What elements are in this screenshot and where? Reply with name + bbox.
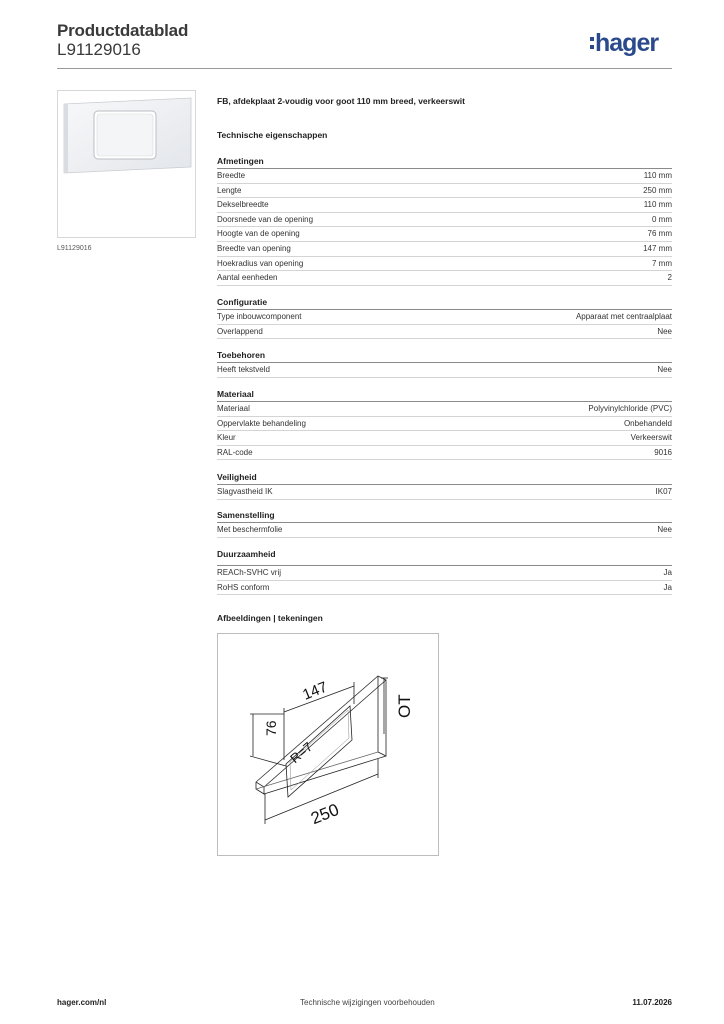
drawings-heading: Afbeeldingen | tekeningen (217, 613, 323, 623)
spec-row (217, 325, 672, 340)
spec-key: Lengte (217, 185, 242, 195)
section-afmetingen-title: Afmetingen (217, 156, 264, 166)
spec-value: Nee (657, 326, 672, 336)
spec-key: RAL-code (217, 447, 253, 457)
section-duurzaamheid-title: Duurzaamheid (217, 549, 276, 559)
spec-value: Ja (663, 582, 672, 592)
dim-ot-label: OT (395, 694, 414, 718)
dim-length-label: 250 (308, 799, 342, 829)
spec-value: Onbehandeld (623, 418, 672, 428)
spec-value: 9016 (654, 447, 672, 457)
section-samenstelling-title: Samenstelling (217, 510, 275, 520)
spec-key: RoHS conform (217, 582, 270, 592)
spec-value: 7 mm (652, 258, 672, 268)
section-materiaal-title: Materiaal (217, 389, 254, 399)
spec-key: Doorsnede van de opening (217, 214, 314, 224)
section-toebehoren-title: Toebehoren (217, 350, 266, 360)
spec-key: Hoekradius van opening (217, 258, 304, 268)
technical-properties-heading: Technische eigenschappen (217, 130, 328, 140)
spec-value: 147 mm (643, 244, 672, 253)
spec-row (217, 184, 672, 199)
header-divider (57, 68, 672, 69)
spec-key: Materiaal (217, 404, 250, 413)
spec-row (217, 566, 672, 581)
spec-value: IK07 (655, 487, 672, 496)
spec-key: Dekselbreedte (217, 200, 269, 210)
spec-value: Polyvinylchloride (PVC) (588, 404, 672, 413)
footer-date: 11.07.2026 (632, 998, 672, 1007)
product-image (57, 90, 196, 238)
document-title: Productdatablad (57, 21, 189, 40)
spec-value: Nee (657, 525, 672, 534)
spec-value: Verkeerswit (630, 433, 672, 443)
technical-drawing (217, 633, 439, 856)
spec-row (217, 213, 672, 228)
spec-value: 110 mm (643, 200, 672, 210)
logo-text: hager (595, 28, 659, 57)
section-veiligheid-title: Veiligheid (217, 472, 257, 482)
spec-row (217, 581, 672, 596)
dim-width-label: 147 (300, 678, 330, 704)
spec-key: Breedte van opening (217, 244, 291, 253)
dimension-drawing (218, 634, 438, 855)
product-code: L91129016 (57, 40, 141, 59)
spec-row (217, 169, 672, 184)
spec-row (217, 271, 672, 286)
spec-key: Slagvastheid IK (217, 487, 273, 496)
spec-value: Apparaat met centraalplaat (575, 312, 672, 321)
product-description: FB, afdekplaat 2-voudig voor goot 110 mm breed, verkeerswit (217, 96, 465, 106)
spec-key: Breedte (217, 171, 246, 180)
product-image-caption: L91129016 (57, 245, 92, 252)
spec-key: Heeft tekstveld (217, 365, 270, 374)
spec-row (217, 242, 672, 257)
spec-key: Type inbouwcomponent (217, 312, 302, 321)
footer-notice: Technische wijzigingen voorbehouden (300, 998, 435, 1007)
spec-value: 76 mm (647, 229, 672, 239)
spec-row (217, 198, 672, 213)
spec-value: Ja (663, 568, 672, 577)
spec-key: Met beschermfolie (217, 525, 283, 534)
spec-row (217, 417, 672, 432)
cover-plate-illustration (58, 91, 195, 237)
dim-height-label: 76 (263, 720, 279, 736)
spec-row (217, 446, 672, 461)
spec-row (217, 431, 672, 446)
spec-row (217, 257, 672, 272)
spec-row (217, 227, 672, 242)
spec-value: 2 (667, 273, 672, 283)
spec-key: Oppervlakte behandeling (217, 418, 306, 428)
spec-value: 110 mm (643, 171, 672, 180)
spec-key: Hoogte van de opening (217, 229, 300, 239)
spec-row (217, 485, 672, 500)
spec-value: Nee (657, 365, 672, 374)
hager-logo (590, 28, 658, 58)
spec-key: REACh-SVHC vrij (217, 568, 282, 577)
spec-key: Aantal eenheden (217, 273, 278, 283)
section-configuratie-title: Configuratie (217, 297, 268, 307)
spec-row (217, 402, 672, 417)
spec-value: 0 mm (652, 214, 672, 224)
spec-row (217, 363, 672, 378)
spec-row (217, 523, 672, 538)
spec-key: Kleur (217, 433, 236, 443)
spec-key: Overlappend (217, 326, 263, 336)
logo-colon-mark (590, 37, 594, 49)
dim-radius-label: R=7 (287, 739, 316, 767)
spec-value: 250 mm (643, 185, 672, 195)
spec-row (217, 310, 672, 325)
footer-website: hager.com/nl (57, 998, 107, 1007)
